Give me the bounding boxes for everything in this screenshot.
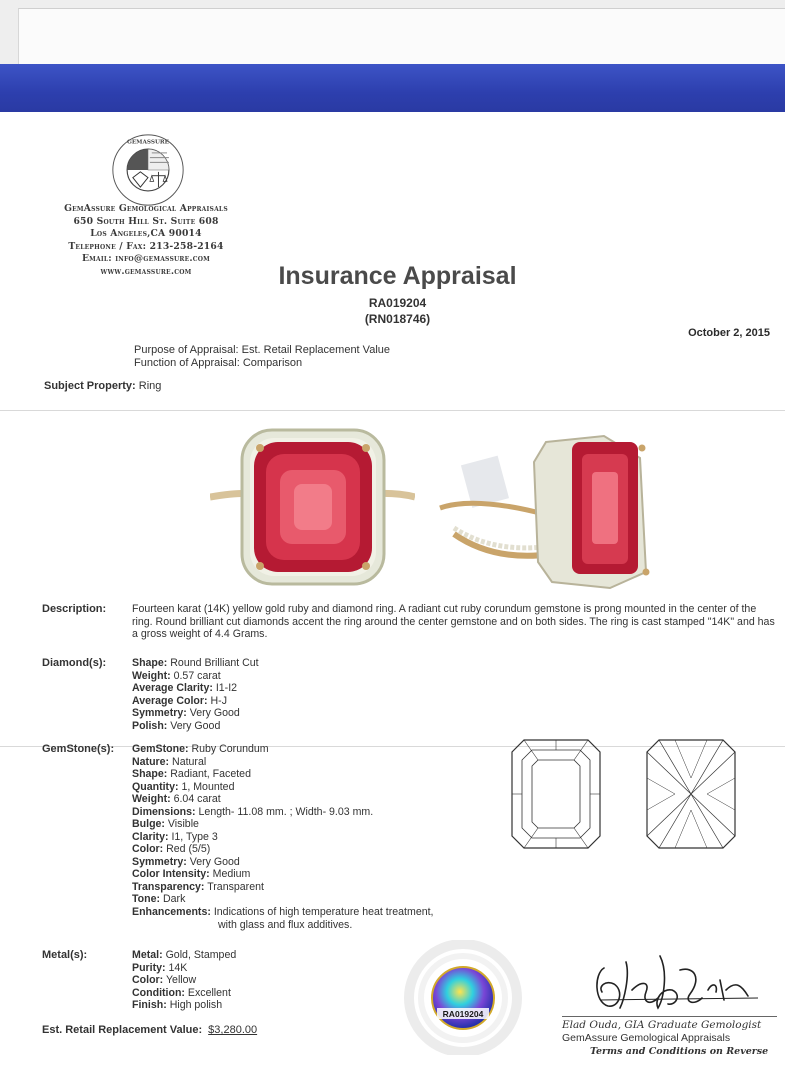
signature-line <box>562 1016 777 1017</box>
website: www.gemassure.com <box>100 265 192 277</box>
blue-header-bar <box>0 64 785 112</box>
retail-value-amount: $3,280.00 <box>208 1024 258 1036</box>
gem-transparency: Transparency: Transparent <box>132 880 264 893</box>
gem-color: Color: Red (5/5) <box>132 843 211 855</box>
underlying-page <box>18 8 785 65</box>
gem-quantity: Quantity: 1, Mounted <box>132 780 235 793</box>
gem-symmetry: Symmetry: Very Good <box>132 855 240 868</box>
gem-enhancements: Enhancements: Indications of high temperature heat treatment, <box>132 905 434 918</box>
gem-enhancements-cont: with glass and flux additives. <box>218 919 353 931</box>
radiant-cut-top-diagram <box>510 738 602 850</box>
metal-condition: Condition: Excellent <box>132 986 231 999</box>
signature <box>590 950 760 1020</box>
fold-line <box>0 410 785 411</box>
subject-label: Subject Property: <box>44 380 136 392</box>
ring-photo-front <box>210 422 415 594</box>
gem-shape: Shape: Radiant, Faceted <box>132 768 251 780</box>
gem-color-intensity: Color Intensity: Medium <box>132 868 251 880</box>
document-title: Insurance Appraisal <box>278 262 517 290</box>
hologram-number: RA019204 <box>442 1009 484 1019</box>
gem-type: GemStone: Ruby Corundum <box>132 743 269 755</box>
ring-photo-side <box>434 422 669 594</box>
gem-tone: Tone: Dark <box>132 893 186 905</box>
diamond-clarity: Average Clarity: I1-I2 <box>132 682 238 694</box>
email: Email: info@gemassure.com <box>81 253 211 265</box>
metal-purity: Purity: 14K <box>132 961 188 974</box>
terms-note: Terms and Conditions on Reverse <box>590 1046 769 1057</box>
gem-clarity: Clarity: I1, Type 3 <box>132 830 218 843</box>
gem-bulge: Bulge: Visible <box>132 818 199 830</box>
hologram-seal <box>393 940 533 1055</box>
purpose-line: Purpose of Appraisal: Est. Retail Replacement Value <box>134 344 390 356</box>
gemstones-label: GemStone(s): <box>42 743 115 755</box>
diamonds-label: Diamond(s): <box>42 657 107 669</box>
gem-nature: Nature: Natural <box>132 755 207 768</box>
signer-name: Elad Ouda, GIA Graduate Gemologist <box>562 1019 762 1031</box>
metal-type: Metal: Gold, Stamped <box>132 949 237 961</box>
subject-value: Ring <box>138 380 162 392</box>
description-label: Description: <box>42 603 107 615</box>
telephone: Telephone / Fax: 213-258-2164 <box>68 240 224 252</box>
ra-number: RA019204 <box>368 296 427 310</box>
radiant-cut-bottom-diagram <box>645 738 737 850</box>
metals-label: Metal(s): <box>42 949 88 961</box>
diamond-shape: Shape: Round Brilliant Cut <box>132 657 259 669</box>
street-address: 650 South Hill St. Suite 608 <box>73 215 219 227</box>
company-address <box>28 203 264 279</box>
retail-value <box>42 1024 257 1036</box>
subject-property <box>44 380 161 393</box>
metal-finish: Finish: High polish <box>132 999 223 1011</box>
metal-color: Color: Yellow <box>132 974 197 986</box>
function-line: Function of Appraisal: Comparison <box>134 357 303 369</box>
appraisal-date: October 2, 2015 <box>688 327 770 339</box>
retail-value-label: Est. Retail Replacement Value: <box>42 1024 203 1036</box>
diamond-color: Average Color: H-J <box>132 694 227 707</box>
diamond-polish: Polish: Very Good <box>132 719 221 732</box>
gem-dimensions: Dimensions: Length- 11.08 mm. ; Width- 9.03 mm. <box>132 805 374 818</box>
signer-company: GemAssure Gemological Appraisals <box>562 1032 731 1044</box>
diamond-weight: Weight: 0.57 carat <box>132 669 221 682</box>
company-name: GemAssure Gemological Appraisals <box>64 203 228 214</box>
city-state: Los Angeles,CA 90014 <box>90 228 202 240</box>
gemassure-logo <box>110 132 186 208</box>
gem-weight: Weight: 6.04 carat <box>132 793 221 805</box>
rn-number: (RN018746) <box>364 312 431 326</box>
diamond-symmetry: Symmetry: Very Good <box>132 707 240 719</box>
description-text: Fourteen karat (14K) yellow gold ruby and diamond ring. A radiant cut ruby corundum gemstone is prong mounted in the center of the ring. Round brilliant cut diamonds accent the ring around the center gemstone and on both sides. The ring is cast stamped "14K" and has a gross weight of 4.4 Grams. <box>132 603 775 641</box>
svg-text:GEMASSURE: GEMASSURE <box>126 139 170 146</box>
